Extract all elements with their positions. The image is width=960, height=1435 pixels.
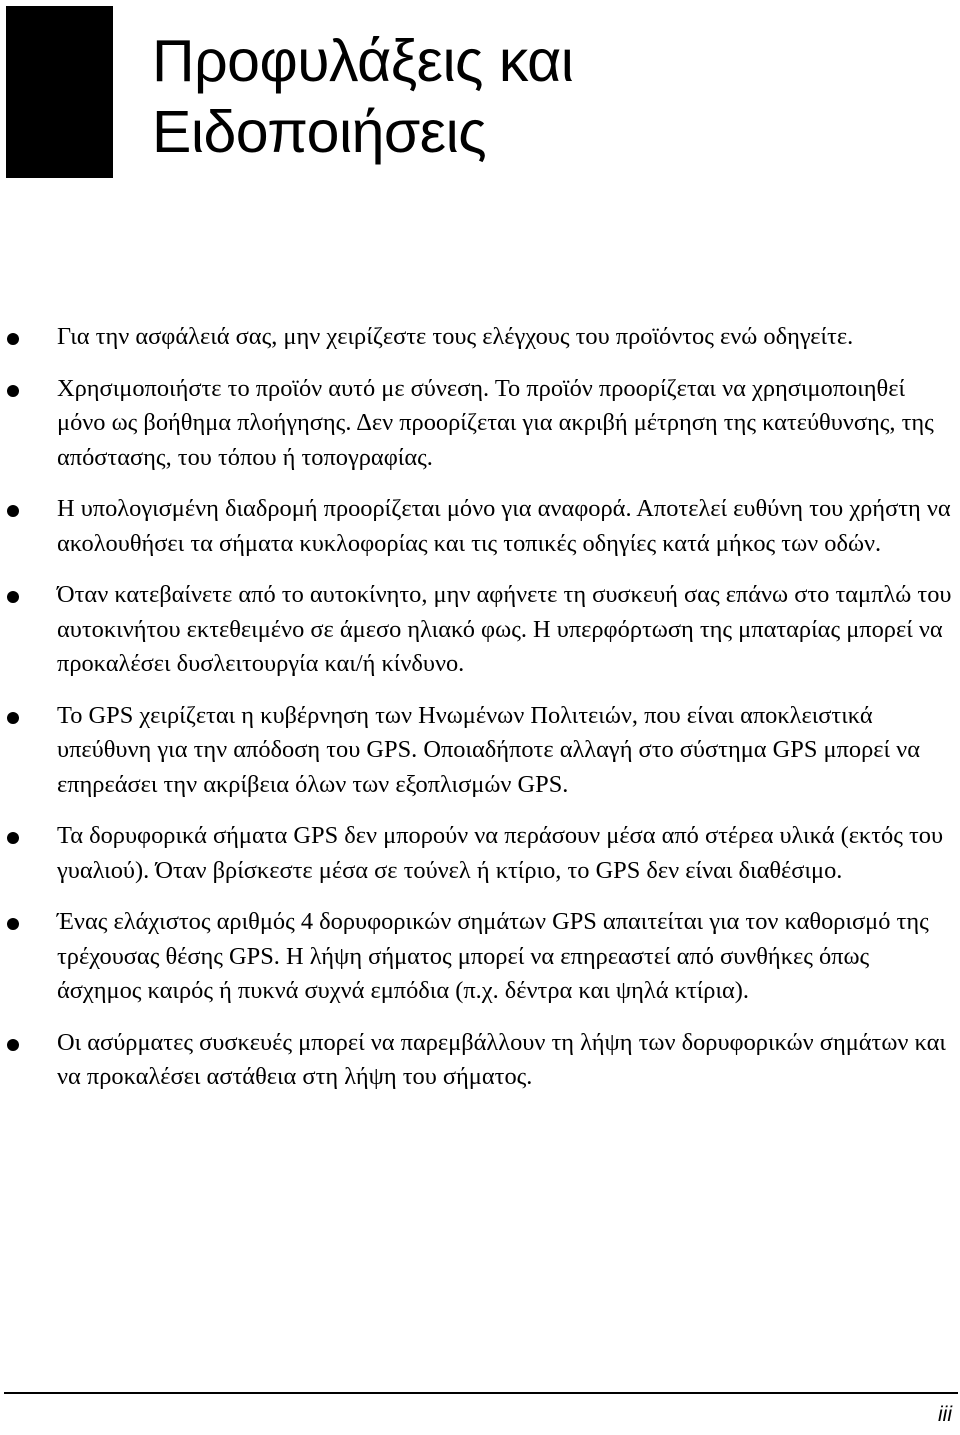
list-item-text: Χρησιμοποιήστε το προϊόν αυτό με σύνεση. Το προϊόν προορίζεται να χρησιμοποιηθεί μόνο ως βοήθημα πλοήγησης. Δεν προορίζεται για ακριβή μέτρηση της κατεύθυνσης, της απόστασης, του τόπου ή τοπογραφίας. <box>57 374 934 471</box>
bullet-dot-icon <box>7 712 19 724</box>
list-item <box>0 320 960 355</box>
bullet-dot-icon <box>7 385 19 397</box>
footer-rule <box>4 1392 958 1394</box>
list-item-text: Οι ασύρματες συσκευές μπορεί να παρεμβάλλουν τη λήψη των δορυφορικών σημάτων και να προκαλέσει αστάθεια στη λήψη του σήματος. <box>57 1028 946 1090</box>
bullet-dot-icon <box>7 591 19 603</box>
list-item-text: Για την ασφάλειά σας, μην χειρίζεστε τους ελέγχους του προϊόντος ενώ οδηγείτε. <box>57 323 854 350</box>
list-item <box>0 905 960 1009</box>
list-item <box>0 492 960 561</box>
page-number: iii <box>938 1403 952 1426</box>
list-item-text: Η υπολογισμένη διαδρομή προορίζεται μόνο για αναφορά. Αποτελεί ευθύνη του χρήστη να ακολουθήσει τα σήματα κυκλοφορίας και τις τοπικές οδηγίες κατά μήκος των οδών. <box>57 495 951 557</box>
page-title-line-2: Ειδοποιήσεις <box>152 99 487 165</box>
list-item-text: Το GPS χειρίζεται η κυβέρνηση των Ηνωμένων Πολιτειών, που είναι αποκλειστικά υπεύθυνη για την απόδοση του GPS. Οποιαδήποτε αλλαγή στο σύστημα GPS μπορεί να επηρεάσει την ακρίβεια όλων των εξοπλισμών GPS. <box>57 701 920 798</box>
precautions-list <box>0 320 960 1112</box>
list-item-text: Ένας ελάχιστος αριθμός 4 δορυφορικών σημάτων GPS απαιτείται για τον καθορισμό της τρέχουσας θέσης GPS. Η λήψη σήματος μπορεί να επηρεαστεί από συνθήκες όπως άσχημος καιρός ή πυκνά συχνά εμπόδια (π.χ. δέντρα και ψηλά κτίρια). <box>57 908 929 1004</box>
bullet-dot-icon <box>7 918 19 930</box>
page-title-line-1: Προφυλάξεις και <box>152 28 574 94</box>
list-item <box>0 819 960 888</box>
page-title <box>152 26 573 168</box>
list-item-text: Όταν κατεβαίνετε από το αυτοκίνητο, μην αφήνετε τη συσκευή σας επάνω στο ταμπλώ του αυτοκινήτου εκτεθειμένο σε άμεσο ηλιακό φως. Η υπερφόρτωση της μπαταρίας μπορεί να προκαλέσει δυσλειτουργία και/ή κίνδυνο. <box>57 581 952 677</box>
bullet-dot-icon <box>7 1039 19 1051</box>
list-item <box>0 372 960 476</box>
list-item <box>0 578 960 682</box>
bullet-dot-icon <box>7 505 19 517</box>
bullet-dot-icon <box>7 333 19 345</box>
list-item <box>0 1026 960 1095</box>
chapter-tab-block <box>6 6 113 178</box>
list-item-text: Τα δορυφορικά σήματα GPS δεν μπορούν να περάσουν μέσα από στέρεα υλικά (εκτός του γυαλιού). Όταν βρίσκεστε μέσα σε τούνελ ή κτίριο, το GPS δεν είναι διαθέσιμο. <box>57 822 944 884</box>
bullet-dot-icon <box>7 832 19 844</box>
list-item <box>0 699 960 803</box>
